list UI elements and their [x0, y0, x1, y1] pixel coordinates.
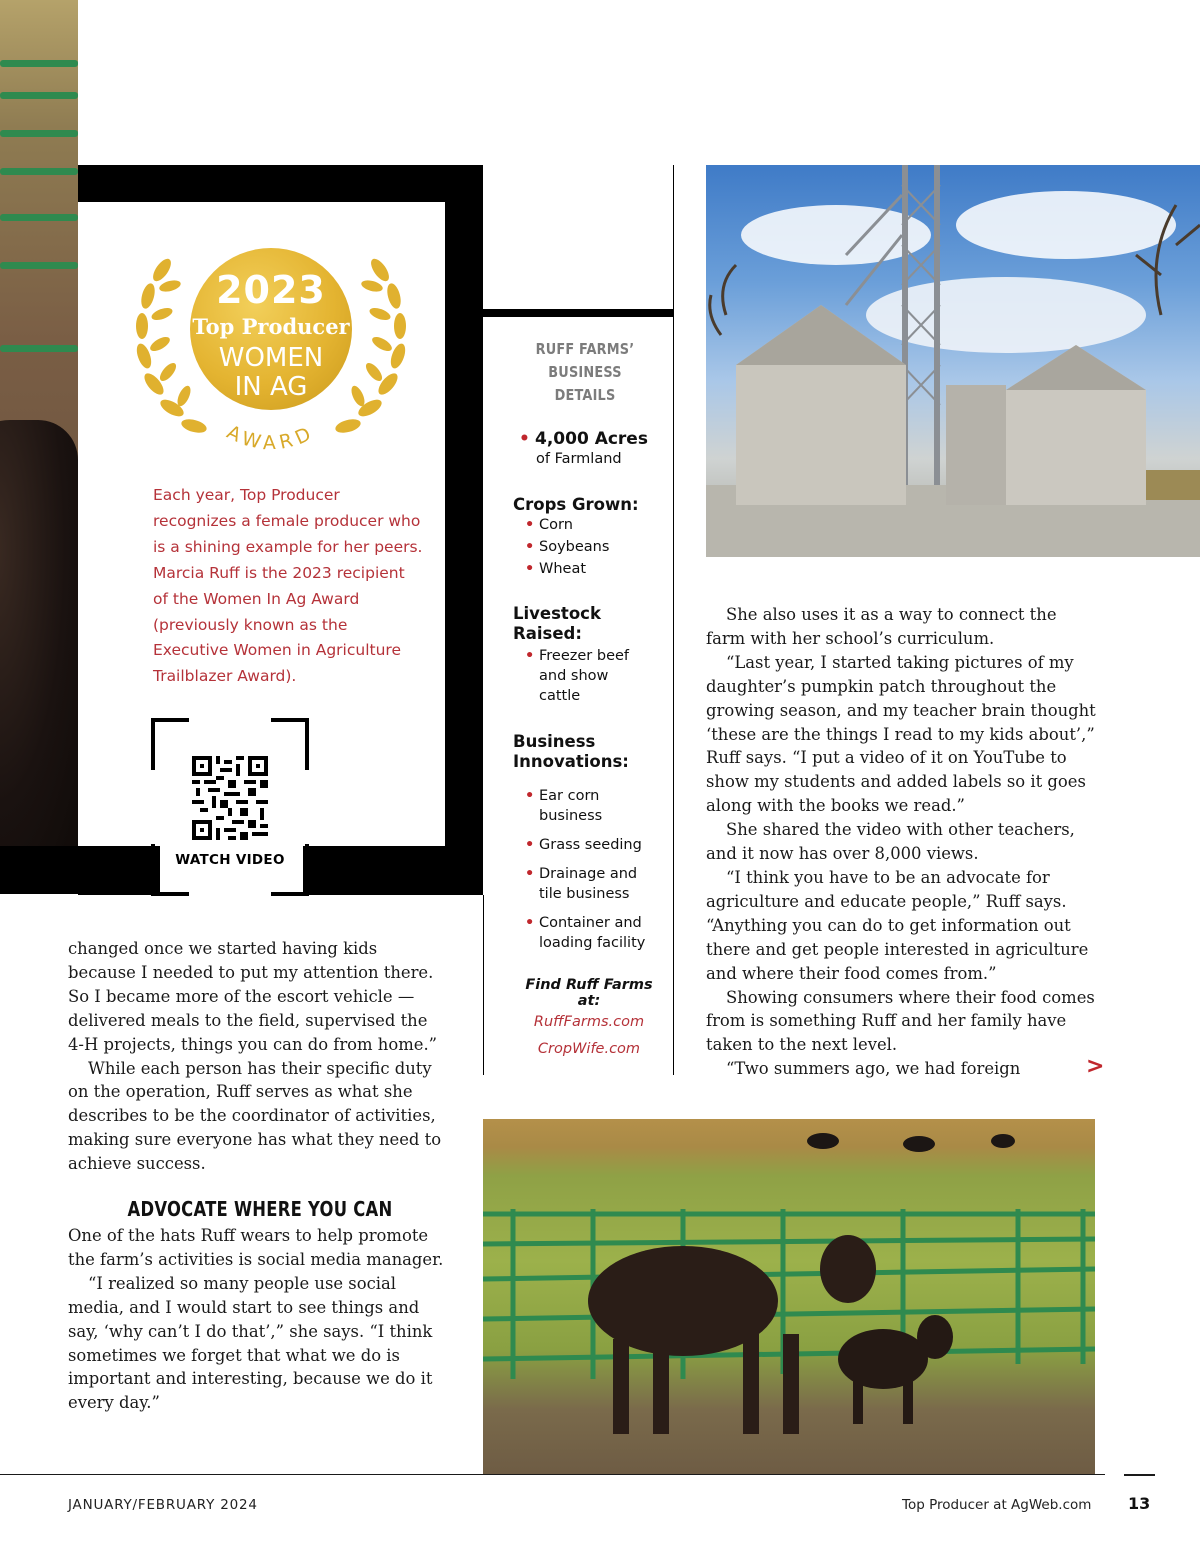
paragraph: Showing consumers where their food comes from is something Ruff and her family have taken to the next level.	[706, 987, 1095, 1055]
award-year: 2023	[216, 268, 326, 312]
column-rule	[483, 895, 484, 1075]
paragraph: changed once we started having kids because I needed to put my attention there. So I became more of the escort vehicle — delivered meals to the field, supervised the 4-H projects, things you can do from home.”	[68, 939, 438, 1054]
left-edge-photo	[0, 0, 78, 850]
paragraph: She also uses it as a way to connect the farm with her school’s curriculum.	[706, 605, 1057, 648]
column-rule	[673, 165, 674, 1075]
qr-code-icon[interactable]	[192, 756, 268, 840]
watch-video-label[interactable]: WATCH VIDEO	[175, 852, 285, 868]
silo-photo	[706, 165, 1200, 557]
crops-list	[525, 515, 665, 579]
publication-name: Top Producer at AgWeb.com	[902, 1497, 1092, 1513]
list-item: • Wheat	[525, 559, 665, 579]
award-arc-text: AWARD	[223, 421, 319, 455]
award-title: WOMEN IN AG	[218, 343, 324, 402]
list-item: • Corn	[525, 515, 665, 535]
footer-rule	[0, 1474, 1105, 1475]
find-label: Find Ruff Farms at:	[525, 977, 653, 1009]
issue-date: JANUARY/FEBRUARY 2024	[68, 1497, 258, 1513]
livestock-list	[525, 646, 643, 706]
page-number: 13	[1128, 1494, 1151, 1513]
farm-details-box	[505, 338, 665, 1063]
list-item: • Container and loading facility	[525, 913, 660, 953]
cattle-photo	[483, 1119, 1095, 1474]
paragraph: “Two summers ago, we had foreign	[726, 1059, 1021, 1079]
list-item: • Soybeans	[525, 537, 665, 557]
livestock-heading: Livestock Raised:	[513, 604, 601, 643]
section-subhead: ADVOCATE WHERE YOU CAN	[127, 1197, 393, 1221]
acres-stat: • 4,000 Acres	[505, 429, 665, 449]
paragraph: While each person has their specific duty on the operation, Ruff serves as what she describes to be the coordinator of activities, making sure everyone has what they need to achieve success.	[68, 1058, 442, 1174]
details-title: RUFF FARMS’ BUSINESS DETAILS	[535, 340, 635, 404]
crops-heading: Crops Grown:	[513, 495, 639, 514]
link-rufffarms[interactable]: RuffFarms.com	[533, 1014, 645, 1030]
list-item: • Grass seeding	[525, 835, 660, 855]
list-item: • Drainage and tile business	[525, 864, 660, 904]
list-item: • Freezer beef and show cattle	[525, 646, 643, 706]
svg-text:AWARD	[223, 421, 318, 454]
paragraph: One of the hats Ruff wears to help promote the farm’s activities is social media manager.	[68, 1226, 444, 1269]
continue-arrow-icon: >	[1086, 1054, 1105, 1079]
acres-sub: of Farmland	[536, 451, 622, 467]
award-brand: Top Producer	[192, 314, 350, 339]
paragraph: “Last year, I started taking pictures of my daughter’s pumpkin patch throughout the growing season, and my teacher brain thought ‘these are the things I read to my kids about’,” Ruff says. “I put a video of it on YouTube to show my students and added labels so it goes along with the books we read.”	[706, 652, 1096, 816]
article-column-1-continued	[68, 1224, 448, 1415]
award-description: Each year, Top Producer recognizes a female producer who is a shining example for her peers. Marcia Ruff is the 2023 recipient of the Women In Ag Award (previously known as the Executive Women in Agriculture Trailblazer Award).	[153, 486, 423, 686]
paragraph: “I realized so many people use social media, and I would start to see things and say, ‘why can’t I do that’,” she says. “I think sometimes we forget that what we do is important and interesting, because we do it every day.”	[68, 1273, 433, 1413]
article-column-3	[706, 603, 1096, 1081]
article-column-1	[68, 937, 448, 1176]
paragraph: “I think you have to be an advocate for agriculture and educate people,” Ruff says. “Anything you can do to get information out there and get people interested in agriculture and where their food comes from.”	[706, 867, 1089, 983]
paragraph: She shared the video with other teachers, and it now has over 8,000 views.	[706, 820, 1075, 864]
details-rule	[483, 309, 674, 317]
innovations-heading: Business Innovations:	[513, 732, 629, 771]
innovations-list	[525, 786, 660, 953]
link-cropwife[interactable]: CropWife.com	[537, 1041, 641, 1057]
award-medal	[190, 248, 352, 410]
footer-rule	[1124, 1474, 1155, 1476]
list-item: • Ear corn business	[525, 786, 660, 826]
